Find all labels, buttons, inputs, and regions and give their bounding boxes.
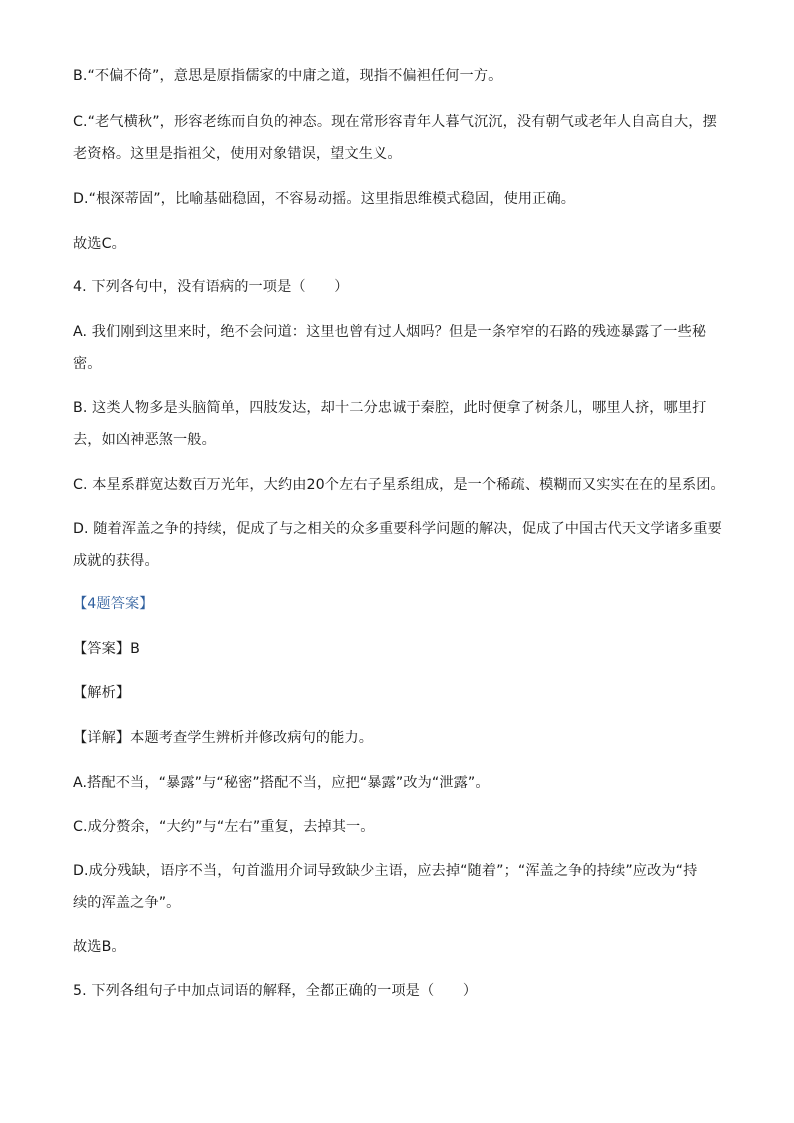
choice-conclusion-b: 故选B。 [73, 939, 126, 955]
analysis-heading: 【解析】 [73, 685, 131, 701]
option-c-explanation-cont: 老资格。这里是指祖父，使用对象错误，望文生义。 [73, 146, 402, 162]
detail-option-d: D.成分残缺，语序不当，句首滥用介词导致缺少主语，应去掉“随着”；“浑盖之争的持续”应改为“持 [73, 863, 698, 879]
choice-conclusion: 故选C。 [73, 236, 126, 252]
question-4-option-d-cont: 成就的获得。 [73, 553, 159, 569]
question-4-option-b-cont: 去，如凶神恶煞一般。 [73, 432, 216, 448]
option-b-explanation: B.“不偏不倚”，意思是原指儒家的中庸之道，现指不偏袒任何一方。 [73, 68, 503, 84]
question-5-title: 5. 下列各组句子中加点词语的解释，全都正确的一项是（ ） [73, 983, 478, 999]
question-4-option-c: C. 本星系群宽达数百万光年，大约由20个左右子星系组成，是一个稀疏、模糊而又实实在在的星系团。 [73, 477, 725, 493]
detail-option-c: C.成分赘余，“大约”与“左右”重复，去掉其一。 [73, 819, 375, 835]
option-c-explanation: C.“老气横秋”，形容老练而自负的神态。现在常形容青年人暮气沉沉，没有朝气或老年人自高自大，摆 [73, 114, 717, 130]
detail-option-a: A.搭配不当，“暴露”与“秘密”搭配不当，应把“暴露”改为“泄露”。 [73, 775, 490, 791]
option-d-explanation: D.“根深蒂固”，比喻基础稳固，不容易动摇。这里指思维模式稳固，使用正确。 [73, 191, 576, 207]
detail-intro: 【详解】本题考查学生辨析并修改病句的能力。 [73, 730, 374, 746]
question-4-option-b: B. 这类人物多是头脑简单，四肢发达，却十二分忠诚于秦腔，此时便拿了树条儿，哪里人挤，哪里打 [73, 400, 707, 416]
question-4-option-a-cont: 密。 [73, 356, 102, 372]
question-4-option-d: D. 随着浑盖之争的持续，促成了与之相关的众多重要科学问题的解决，促成了中国古代天文学诸多重要 [73, 521, 722, 537]
answer-section-heading: 【4题答案】 [73, 596, 154, 612]
question-4-option-a: A. 我们刚到这里来时，绝不会问道：这里也曾有过人烟吗？但是一条窄窄的石路的残迹暴露了一些秘 [73, 324, 707, 340]
question-4-title: 4. 下列各句中，没有语病的一项是（ ） [73, 279, 349, 295]
detail-option-d-cont: 续的浑盖之争”。 [73, 895, 181, 911]
answer-line: 【答案】B [73, 641, 140, 657]
